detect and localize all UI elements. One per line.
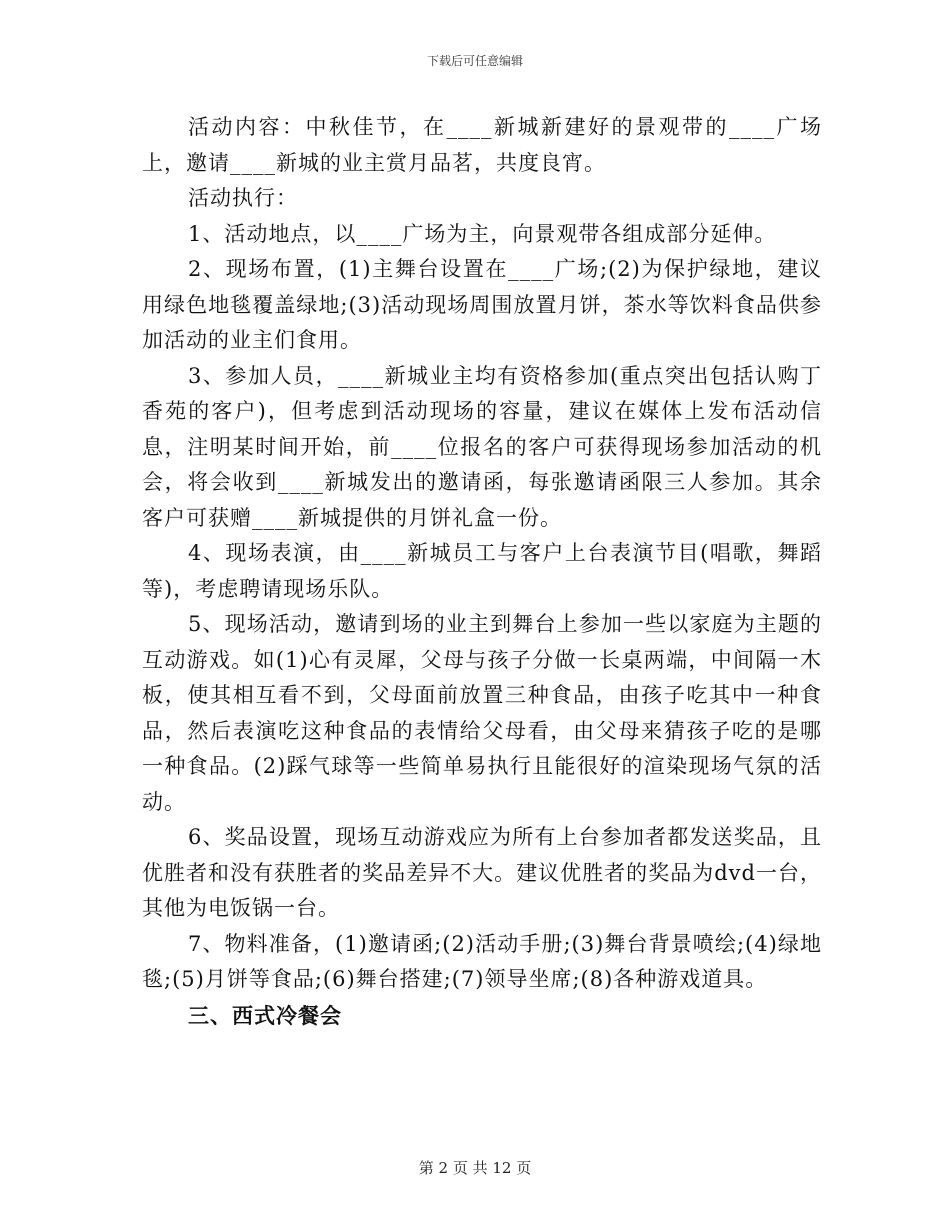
- paragraph-item-3-participants: 3、参加人员，____新城业主均有资格参加(重点突出包括认购丁香苑的客户)，但考虑到活动现场的容量，建议在媒体上发布活动信息，注明某时间开始，前____位报名的客户可获得现场参加活动的机会，将会收到____新城发出的邀请函，每张邀请函限三人参加。其余客户可获赠____新城提供的月饼礼盒一份。: [142, 363, 822, 530]
- paragraph-item-5-activities: 5、现场活动，邀请到场的业主到舞台上参加一些以家庭为主题的互动游戏。如(1)心有灵犀，父母与孩子分做一长桌两端，中间隔一木板，使其相互看不到，父母面前放置三种食品，由孩子吃其中一种食品，然后表演吃这种食品的表情给父母看，由父母来猜孩子吃的是哪一种食品。(2)踩气球等一些简单易执行且能很好的渲染现场气氛的活动。: [142, 612, 822, 814]
- paragraph-item-4-performance: 4、现场表演，由____新城员工与客户上台表演节目(唱歌，舞蹈等)，考虑聘请现场乐队。: [142, 541, 822, 601]
- paragraph-item-2-layout: 2、现场布置，(1)主舞台设置在____广场;(2)为保护绿地，建议用绿色地毯覆盖绿地;(3)活动现场周围放置月饼，茶水等饮料食品供参加活动的业主们食用。: [142, 257, 822, 352]
- paragraph-item-6-prizes: 6、奖品设置，现场互动游戏应为所有上台参加者都发送奖品，且优胜者和没有获胜者的奖品差异不大。建议优胜者的奖品为dvd一台，其他为电饭锅一台。: [142, 825, 822, 920]
- page-header-note: 下载后可任意编辑: [426, 54, 523, 68]
- page-number-footer: 第 2 页 共 12 页: [418, 1159, 532, 1177]
- paragraph-activity-execution: 活动执行：: [188, 186, 298, 210]
- paragraph-item-7-materials: 7、物料准备，(1)邀请函;(2)活动手册;(3)舞台背景喷绘;(4)绿地毯;(5)月饼等食品;(6)舞台搭建;(7)领导坐席;(8)各种游戏道具。: [142, 931, 822, 991]
- paragraph-activity-content: 活动内容：中秋佳节，在____新城新建好的景观带的____广场上，邀请____新城的业主赏月品茗，共度良宵。: [142, 115, 822, 175]
- paragraph-item-1-location: 1、活动地点，以____广场为主，向景观带各组成部分延伸。: [188, 221, 777, 246]
- document-body: [142, 110, 822, 1033]
- section-heading: 三、西式冷餐会: [188, 1002, 342, 1028]
